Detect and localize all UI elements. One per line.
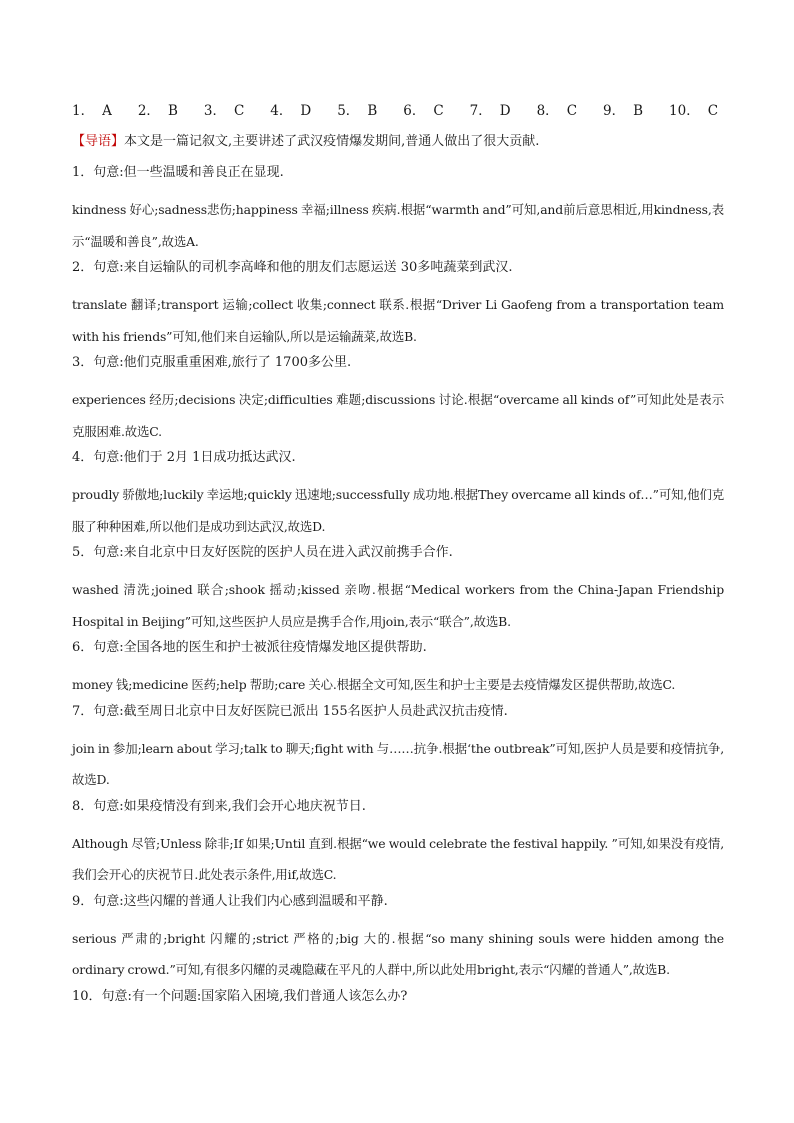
sentence-meaning: 9．句意:这些闪耀的普通人让我们内心感到温暖和平静. (72, 893, 388, 909)
explanation-item (72, 353, 724, 447)
answer-letter: B (367, 103, 378, 119)
sentence-meaning: 10．句意:有一个问题:国家陷入困境,我们普通人该怎么办? (72, 988, 408, 1004)
answer-number: 2． (137, 103, 160, 119)
explanation-item (72, 163, 724, 257)
answer-letter: A (102, 103, 112, 119)
explanation-text: proudly 骄傲地;luckily 幸运地;quickly 迅速地;successfully 成功地.根据They overcame all kinds of…”可知,他们克服了种种困难,所以他们是成功到达武汉,故选D. (72, 487, 724, 534)
answer-item (204, 100, 244, 122)
answer-letter: C (566, 103, 578, 119)
answer-number: 5． (337, 103, 360, 119)
answer-letter: C (433, 103, 444, 119)
answer-item (537, 100, 577, 122)
answer-number: 9． (603, 103, 626, 119)
sentence-meaning: 7．句意:截至周日北京中日友好医院已派出 155名医护人员赴武汉抗击疫情. (72, 703, 508, 719)
explanation-item (72, 892, 724, 986)
sentence-meaning: 8．句意:如果疫情没有到来,我们会开心地庆祝节日. (72, 798, 366, 814)
answer-number: 4． (270, 103, 293, 119)
sentence-meaning: 1．句意:但一些温暖和善良正在显现. (72, 165, 284, 180)
explanation-list (72, 163, 724, 1007)
answer-letter: D (300, 103, 312, 119)
explanation-text: experiences 经历;decisions 决定;difficulties 难题;discussions 讨论.根据“overcame all kinds of”可知此处是表示克服困难.故选C. (72, 392, 724, 439)
intro-tag: 【导语】 (72, 134, 125, 149)
explanation-text: money 钱;medicine 医药;help 帮助;care 关心.根据全文可知,医生和护士主要是去疫情爆发区提供帮助,故选C. (72, 677, 676, 692)
explanation-item (72, 543, 724, 637)
sentence-meaning: 5．句意:来自北京中日友好医院的医护人员在进入武汉前携手合作. (72, 545, 453, 560)
intro-text: 本文是一篇记叙文,主要讲述了武汉疫情爆发期间,普通人做出了很大贡献. (124, 134, 540, 149)
explanation-item (72, 258, 724, 352)
answer-number: 10． (669, 103, 700, 119)
answer-number: 7． (469, 103, 492, 119)
explanation-item (72, 797, 724, 891)
answer-number: 3． (203, 103, 226, 119)
explanation-text: join in 参加;learn about 学习;talk to 聊天;fight with 与……抗争.根据‘the outbreak”可知,医护人员是要和疫情抗争,故选D. (72, 740, 724, 787)
sentence-meaning: 2．句意:来自运输队的司机李高峰和他的朋友们志愿运送 30多吨蔬菜到武汉. (72, 260, 513, 275)
explanation-item (72, 448, 724, 542)
explanation-text: Although 尽管;Unless 除非;If 如果;Until 直到.根据“we would celebrate the festival happily. ”可知,如果没有疫情,我们会开心的庆祝节日.此处表示条件,用if,故选C. (72, 835, 724, 882)
answer-number: 1． (72, 103, 95, 119)
answer-item (403, 100, 443, 122)
explanation-text: kindness 好心;sadness悲伤;happiness 幸福;illness 疾病.根据“warmth and”可知,and前后意思相近,用kindness,表示“温暖和善良”,故选A. (72, 202, 724, 249)
explanation-text: translate 翻译;transport 运输;collect 收集;connect 联系.根据“Driver Li Gaofeng from a transportation team with his friends”可知,他们来自运输队,所以是运输蔬菜,故选B. (72, 297, 724, 344)
answer-item (603, 100, 643, 122)
answer-key (72, 100, 724, 122)
explanation-text: serious 严肃的;bright 闪耀的;strict 严格的;big 大的.根据“so many shining souls were hidden among the ordinary crowd.”可知,有很多闪耀的灵魂隐藏在平凡的人群中,所以此处用bright,表示“闪耀的普通人”,故选B. (72, 930, 724, 977)
answer-item (669, 100, 718, 122)
answer-item (138, 100, 178, 122)
answer-item (470, 100, 511, 122)
answer-item (337, 100, 377, 122)
explanation-item (72, 638, 724, 701)
answer-letter: B (633, 103, 644, 119)
explanation-item (72, 702, 724, 796)
answer-letter: C (707, 103, 719, 119)
answer-letter: C (233, 103, 245, 119)
answer-letter: D (499, 103, 511, 119)
sentence-meaning: 4．句意:他们于 2月 1日成功抵达武汉. (72, 450, 296, 465)
answer-number: 8． (536, 103, 559, 119)
sentence-meaning: 3．句意:他们克服重重困难,旅行了 1700多公里. (72, 355, 352, 370)
sentence-meaning: 6．句意:全国各地的医生和护士被派往疫情爆发地区提供帮助. (72, 640, 427, 655)
explanation-item (72, 987, 724, 1007)
answer-item (72, 100, 112, 122)
answer-letter: B (167, 103, 178, 119)
answer-item (270, 100, 311, 122)
intro-paragraph (72, 132, 724, 152)
answer-number: 6． (403, 103, 426, 119)
explanation-text: washed 清洗;joined 联合;shook 摇动;kissed 亲吻.根据“Medical workers from the China-Japan Friendship Hospital in Beijing”可知,这些医护人员应是携手合作,用join,表示“联合”,故选B. (72, 582, 724, 629)
